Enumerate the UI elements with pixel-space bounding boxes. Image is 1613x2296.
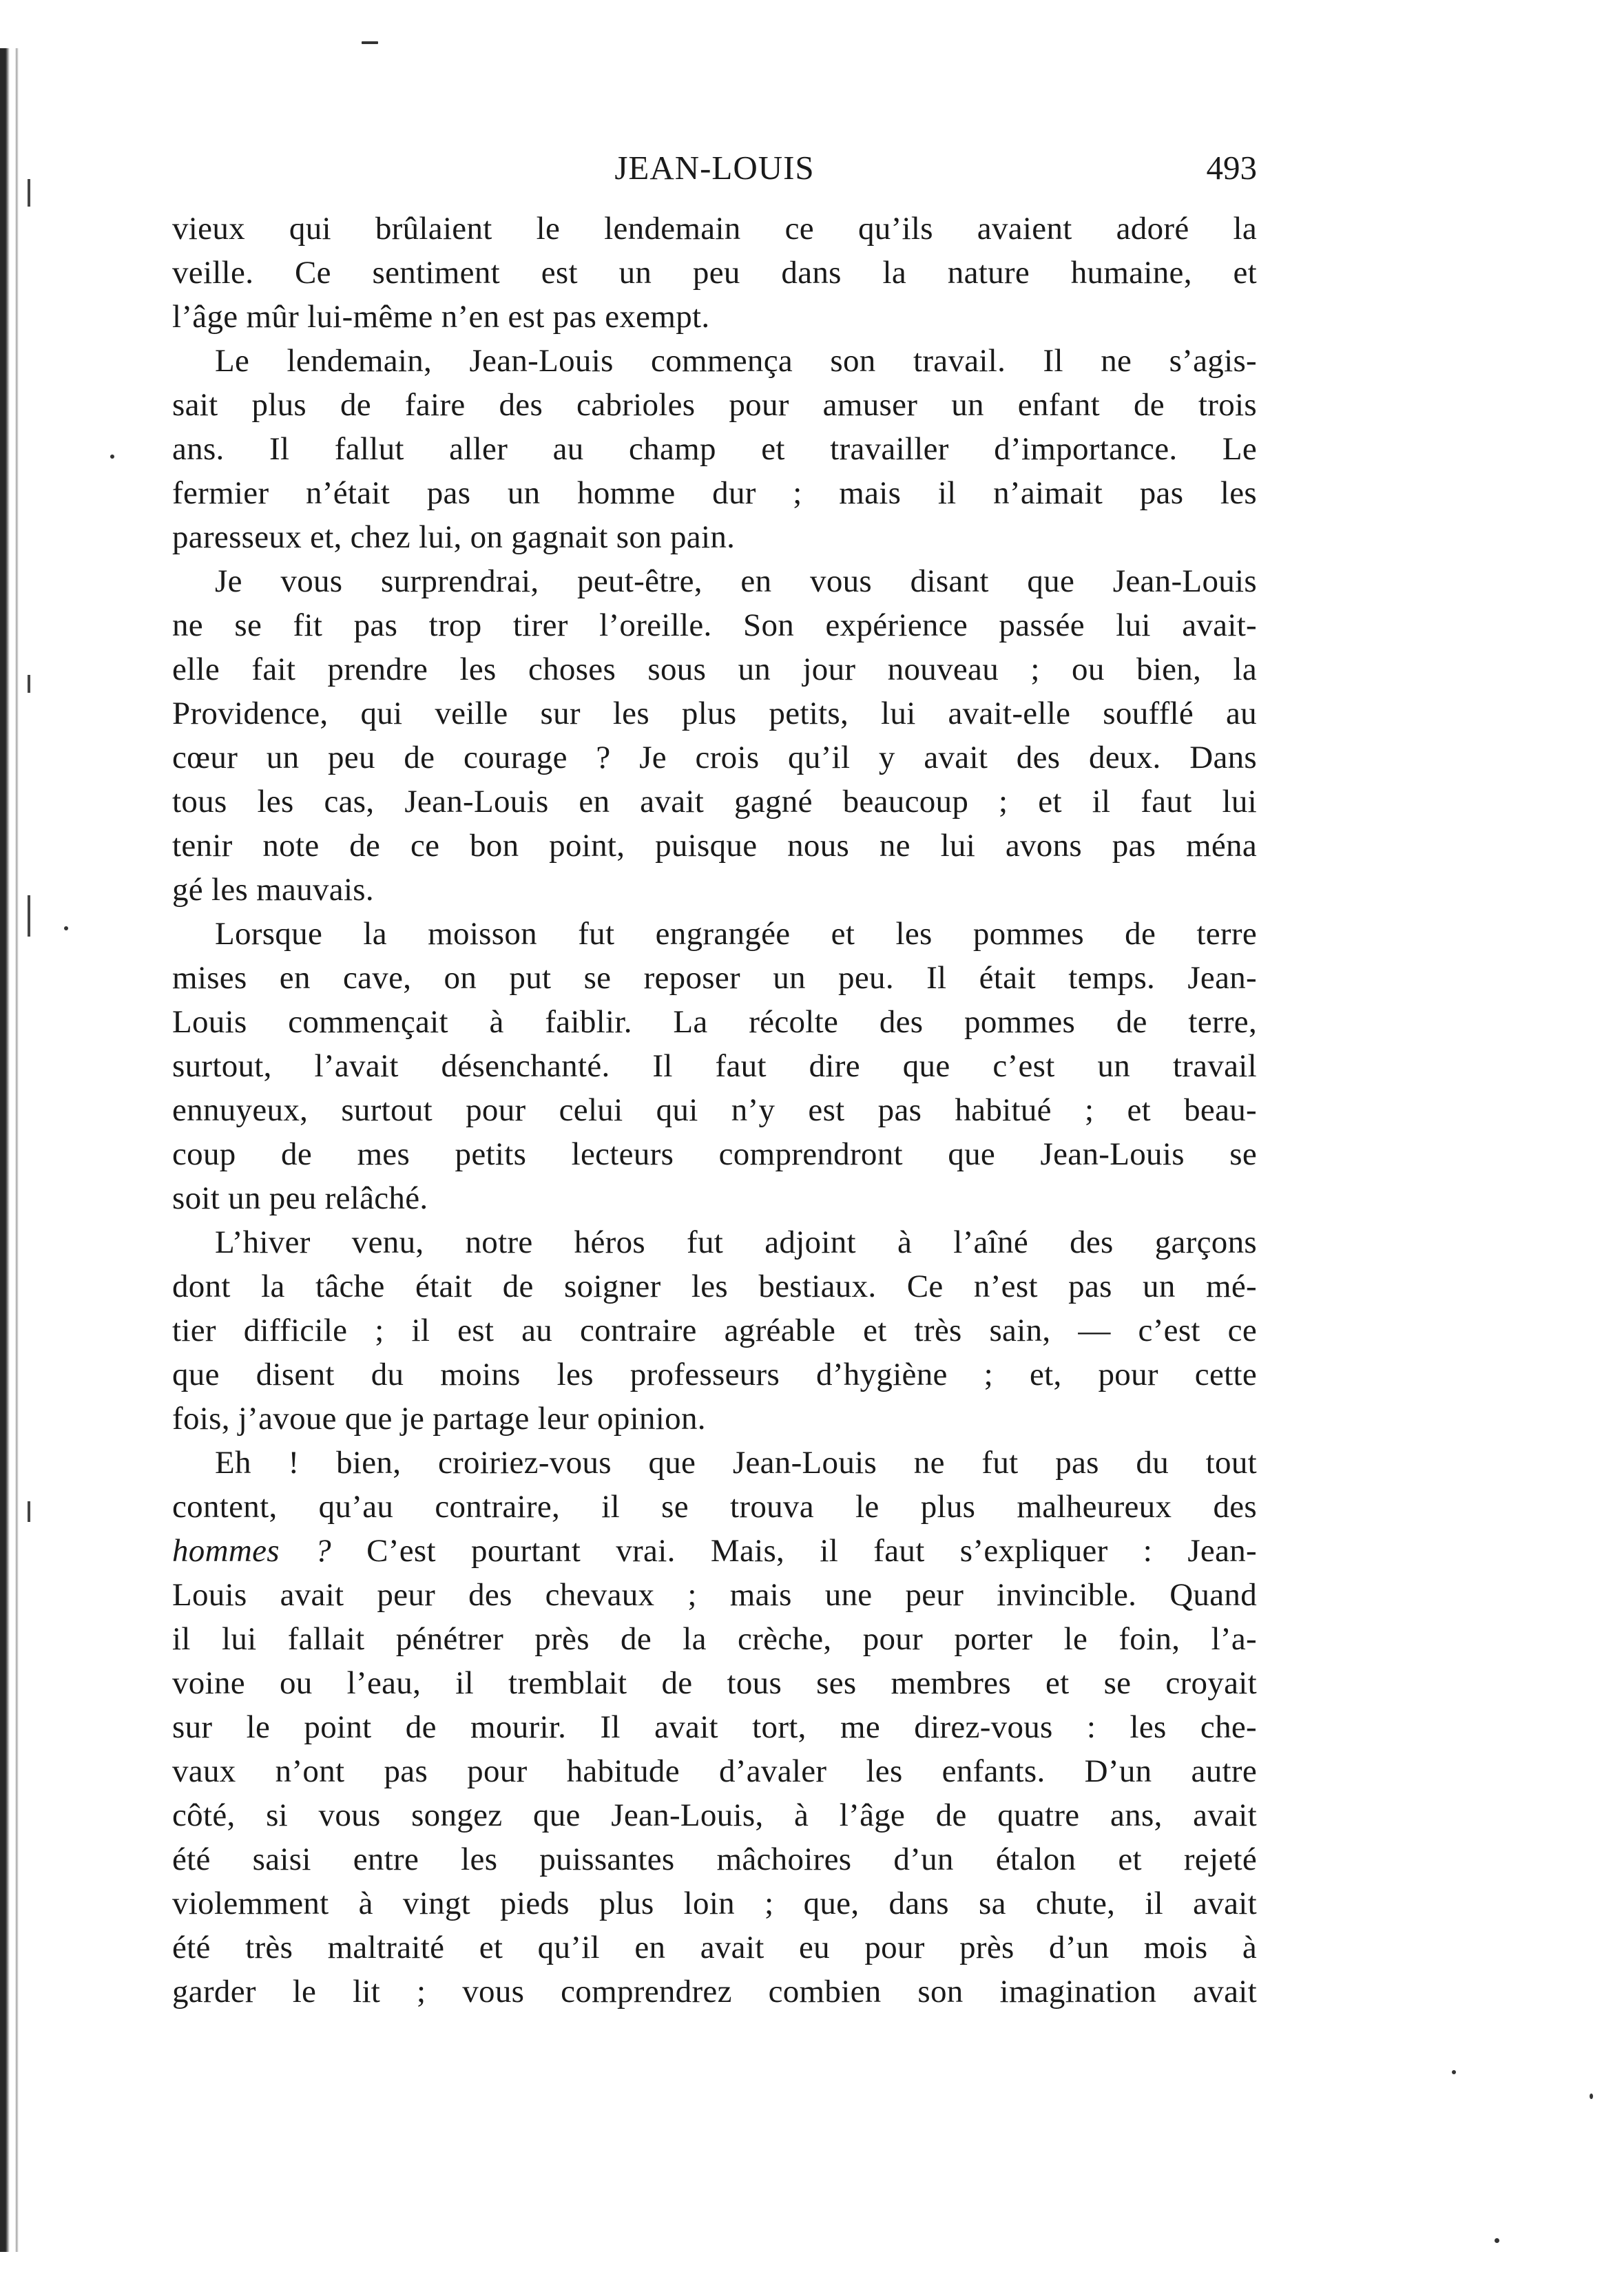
italic-text: hommes ? — [172, 1533, 331, 1569]
text-line: voine ou l’eau, il tremblait de tous ses membres et se croyait — [172, 1665, 1257, 1701]
text-line: côté, si vous songez que Jean-Louis, à l’âge de quatre ans, avait — [172, 1797, 1257, 1833]
text-line — [172, 1529, 1257, 1573]
running-title: JEAN-LOUIS — [614, 149, 815, 187]
text-line: Providence, qui veille sur les plus petits, lui avait-elle soufflé au — [172, 696, 1257, 731]
scan-speck — [362, 41, 378, 44]
scan-speck — [1495, 2238, 1499, 2243]
scan-fleck — [28, 179, 30, 207]
text-line: cœur un peu de courage ? Je crois qu’il y avait des deux. Dans — [172, 740, 1257, 775]
text-line: content, qu’au contraire, il se trouva le plus malheureux des — [172, 1489, 1257, 1525]
text-line: fermier n’était pas un homme dur ; mais il n’aimait pas les — [172, 475, 1257, 511]
text-line: ennuyeux, surtout pour celui qui n’y est pas habitué ; et beau- — [172, 1092, 1257, 1128]
scan-fleck — [28, 1501, 30, 1522]
text-line: sait plus de faire des cabrioles pour amuser un enfant de trois — [172, 387, 1257, 423]
page-number: 493 — [1206, 149, 1257, 187]
text-line: paresseux et, chez lui, on gagnait son pain. — [172, 519, 736, 555]
text-line: été très maltraité et qu’il en avait eu pour près d’un mois à — [172, 1930, 1257, 1965]
page-binding-edge — [0, 48, 23, 2252]
text-line: Eh ! bien, croiriez-vous que Jean-Louis ne fut pas du tout — [215, 1445, 1257, 1481]
text-line: Louis commençait à faiblir. La récolte des pommes de terre, — [172, 1004, 1257, 1040]
text-line: soit un peu relâché. — [172, 1180, 428, 1216]
text-line: gé les mauvais. — [172, 872, 374, 908]
text-line: garder le lit ; vous comprendrez combien son imagination avait — [172, 1974, 1257, 2010]
scan-speck — [64, 926, 68, 930]
text-line: dont la tâche était de soigner les bestiaux. Ce n’est pas un mé- — [172, 1269, 1257, 1304]
body-text — [172, 207, 1257, 2014]
text-line: Lorsque la moisson fut engrangée et les pommes de terre — [215, 916, 1257, 952]
text-line: surtout, l’avait désenchanté. Il faut dire que c’est un travail — [172, 1048, 1257, 1084]
text-line: mises en cave, on put se reposer un peu. Il était temps. Jean- — [172, 960, 1257, 996]
scan-speck — [110, 455, 114, 459]
text-line: coup de mes petits lecteurs comprendront que Jean-Louis se — [172, 1136, 1257, 1172]
text-line: Je vous surprendrai, peut-être, en vous disant que Jean-Louis — [215, 563, 1257, 599]
text-line: vieux qui brûlaient le lendemain ce qu’ils avaient adoré la — [172, 211, 1257, 247]
text-line: il lui fallait pénétrer près de la crèche, pour porter le foin, l’a- — [172, 1621, 1257, 1657]
text-line: ne se fit pas trop tirer l’oreille. Son expérience passée lui avait- — [172, 607, 1257, 643]
scan-speck — [1590, 2094, 1593, 2099]
scan-speck — [1452, 2070, 1456, 2074]
text-line: fois, j’avoue que je partage leur opinion. — [172, 1401, 706, 1437]
text-line: été saisi entre les puissantes mâchoires d’un étalon et rejeté — [172, 1841, 1257, 1877]
text-line: tenir note de ce bon point, puisque nous ne lui avons pas ména — [172, 828, 1257, 864]
text-line: ans. Il fallut aller au champ et travailler d’importance. Le — [172, 431, 1257, 467]
text-line: violemment à vingt pieds plus loin ; que, dans sa chute, il avait — [172, 1886, 1257, 1921]
text-line: elle fait prendre les choses sous un jour nouveau ; ou bien, la — [172, 651, 1257, 687]
scan-fleck — [28, 895, 30, 937]
text-line: Louis avait peur des chevaux ; mais une peur invincible. Quand — [172, 1577, 1257, 1613]
text-line: L’hiver venu, notre héros fut adjoint à l’aîné des garçons — [215, 1224, 1257, 1260]
page-header — [172, 148, 1257, 196]
text-line: Le lendemain, Jean-Louis commença son travail. Il ne s’agis- — [215, 343, 1257, 379]
text-line: l’âge mûr lui-même n’en est pas exempt. — [172, 299, 710, 335]
text-line: tier difficile ; il est au contraire agréable et très sain, — c’est ce — [172, 1313, 1257, 1348]
text-line: tous les cas, Jean-Louis en avait gagné beaucoup ; et il faut lui — [172, 784, 1257, 820]
text-line: sur le point de mourir. Il avait tort, me direz-vous : les che- — [172, 1709, 1257, 1745]
scan-fleck — [28, 675, 30, 693]
text-line: veille. Ce sentiment est un peu dans la nature humaine, et — [172, 255, 1257, 291]
text-line-segment: C’est pourtant vrai. Mais, il faut s’expliquer : Jean- — [331, 1533, 1258, 1569]
text-line: vaux n’ont pas pour habitude d’avaler les enfants. D’un autre — [172, 1753, 1257, 1789]
text-line: que disent du moins les professeurs d’hygiène ; et, pour cette — [172, 1357, 1257, 1392]
